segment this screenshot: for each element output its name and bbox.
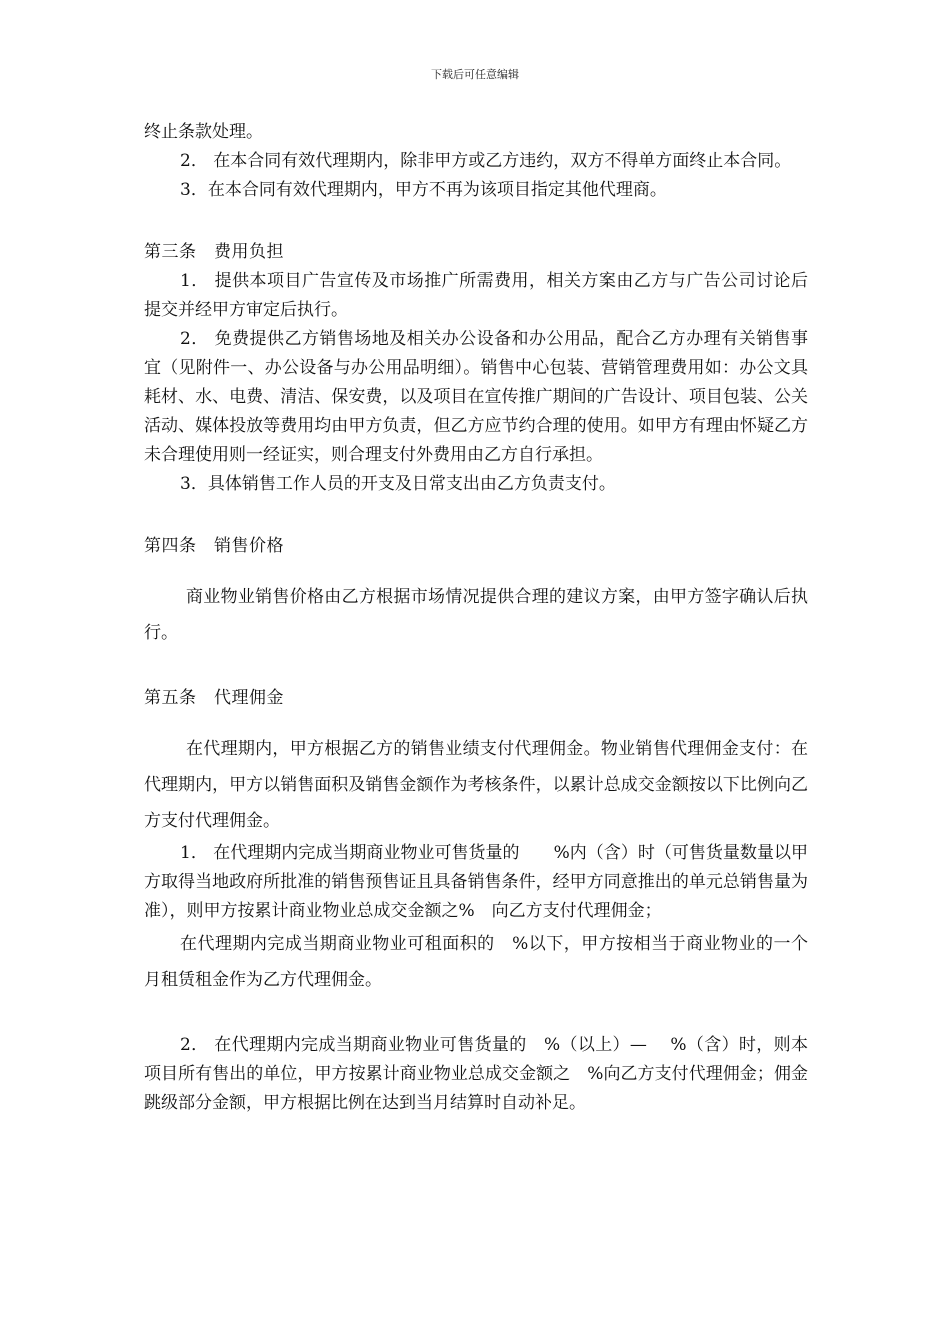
paragraph: 2． 在代理期内完成当期商业物业可售货量的 %（以上）— %（含）时，则本项目所有售出的单位，甲方按累计商业物业总成交金额之 %向乙方支付代理佣金；佣金跳级部分金额，甲方根据比例在达到当月结算时自动补足。 (144, 1035, 808, 1113)
paragraph: 3．具体销售工作人员的开支及日常支出由乙方负责支付。 (180, 474, 616, 494)
spacer (144, 713, 808, 731)
paragraph: 1． 在代理期内完成当期商业物业可售货量的 %内（含）时（可售货量数量以甲方取得当地政府所批准的销售预售证且具备销售条件，经甲方同意推出的单元总销售量为准），则甲方按累计商业物业总成交金额之% 向乙方支付代理佣金； (144, 843, 808, 921)
section-heading-4: 第四条 销售价格 (144, 536, 284, 556)
paragraph: 2． 在本合同有效代理期内，除非甲方或乙方违约，双方不得单方面终止本合同。 (180, 151, 792, 171)
paragraph: 1． 提供本项目广告宣传及市场推广所需费用，相关方案由乙方与广告公司讨论后提交并经甲方审定后执行。 (144, 271, 808, 320)
spacer (144, 651, 808, 684)
spacer (144, 499, 808, 532)
paragraph: 商业物业销售价格由乙方根据市场情况提供合理的建议方案，由甲方签字确认后执行。 (144, 587, 808, 643)
section-heading-5: 第五条 代理佣金 (144, 688, 284, 708)
spacer (144, 561, 808, 579)
paragraph: 2． 免费提供乙方销售场地及相关办公设备和办公用品，配合乙方办理有关销售事宜（见附件一、办公设备与办公用品明细）。销售中心包装、营销管理费用如：办公文具耗材、水、电费、清洁、保安费，以及项目在宣传推广期间的广告设计、项目包装、公关活动、媒体投放等费用均由甲方负责，但乙方应节约合理的使用。如甲方有理由怀疑乙方未合理使用则一经证实，则合理支付外费用由乙方自行承担。 (144, 329, 808, 465)
paragraph: 3．在本合同有效代理期内，甲方不再为该项目指定其他代理商。 (180, 180, 667, 200)
section-heading-3: 第三条 费用负担 (144, 242, 284, 262)
paragraph: 终止条款处理。 (144, 122, 263, 142)
spacer (144, 205, 808, 238)
spacer (144, 998, 808, 1031)
page-header: 下载后可任意编辑 (431, 68, 519, 81)
document-body (144, 118, 808, 1118)
paragraph: 在代理期内，甲方根据乙方的销售业绩支付代理佣金。物业销售代理佣金支付：在代理期内，甲方以销售面积及销售金额作为考核条件，以累计总成交金额按以下比例向乙方支付代理佣金。 (144, 739, 808, 831)
paragraph: 在代理期内完成当期商业物业可租面积的 %以下，甲方按相当于商业物业的一个月租赁租金作为乙方代理佣金。 (144, 934, 808, 990)
